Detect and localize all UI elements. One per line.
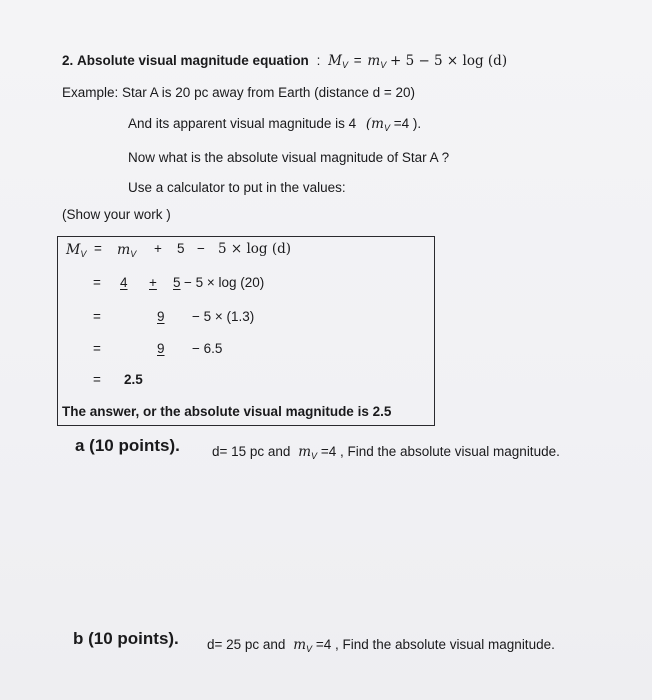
row2-plus: +: [149, 275, 157, 290]
row1-minus: −: [197, 241, 205, 256]
row2-value-a: 4: [120, 275, 128, 290]
answer-text: The answer, or the absolute visual magnitude is 2.5: [62, 404, 392, 419]
row3-equals: =: [93, 309, 101, 324]
row1-five: 5: [177, 241, 185, 256]
row2-equals: =: [93, 275, 101, 290]
heading-colon: :: [316, 53, 321, 68]
example-line3: Now what is the absolute visual magnitude of Star A ?: [128, 150, 450, 165]
part-b-question: [207, 636, 555, 655]
heading-lhs-sub: V: [341, 60, 348, 70]
heading-number: 2.: [62, 53, 74, 68]
row2-value-b: 5: [173, 275, 181, 290]
row1-m-letter: m: [117, 242, 131, 258]
work-row-1: [66, 240, 86, 260]
row4-tail: − 6.5: [192, 341, 223, 356]
example-line2-post: =4 ).: [393, 116, 422, 131]
example-line2-m: (m: [365, 116, 384, 132]
row1-equals: =: [94, 241, 102, 256]
example-line4: Use a calculator to put in the values:: [128, 180, 346, 195]
row4-equals: =: [93, 341, 101, 356]
example-line2-text: And its apparent visual magnitude is 4: [128, 116, 357, 131]
row1-lhs: M: [66, 242, 81, 258]
row5-result: 2.5: [124, 372, 143, 387]
work-box: [57, 236, 435, 426]
heading-rhs-m: m: [367, 53, 381, 69]
row3-tail: − 5 × (1.3): [192, 309, 255, 324]
heading-rhs-rest: + 5 − 5 × log (d): [389, 53, 508, 69]
part-a-question: [212, 443, 560, 462]
part-a-m: m: [298, 444, 312, 460]
part-a-m-sub: V: [311, 451, 318, 461]
heading-lhs: M: [328, 53, 342, 69]
heading-rhs-m-sub: V: [380, 60, 387, 70]
row1-tail: 5 × log (d): [218, 241, 292, 257]
example-line2-sub: V: [383, 123, 390, 133]
show-work-label: (Show your work ): [62, 207, 171, 222]
row4-value: 9: [157, 341, 165, 356]
example-line2: [128, 115, 421, 134]
example-line1: Example: Star A is 20 pc away from Earth (distance d = 20): [62, 85, 416, 100]
row5-equals: =: [93, 372, 101, 387]
row1-m: [117, 240, 136, 260]
part-b-text-post: =4 , Find the absolute visual magnitude.: [315, 637, 555, 652]
part-b-label: b (10 points).: [73, 629, 179, 648]
part-b-text-pre: d= 25 pc and: [207, 637, 286, 652]
row1-plus: +: [154, 241, 162, 256]
row1-lhs-sub: V: [80, 249, 87, 259]
equation-heading: [62, 52, 507, 71]
part-a-text-post: =4 , Find the absolute visual magnitude.: [320, 444, 560, 459]
heading-label: Absolute visual magnitude equation: [77, 53, 309, 68]
part-a-text-pre: d= 15 pc and: [212, 444, 291, 459]
row1-m-sub: V: [130, 249, 137, 259]
part-a-label: a (10 points).: [75, 436, 180, 455]
part-b-m: m: [293, 637, 307, 653]
row2-tail: − 5 × log (20): [184, 275, 265, 290]
heading-equals: =: [353, 53, 362, 68]
row3-value: 9: [157, 309, 165, 324]
part-b-m-sub: V: [306, 644, 313, 654]
